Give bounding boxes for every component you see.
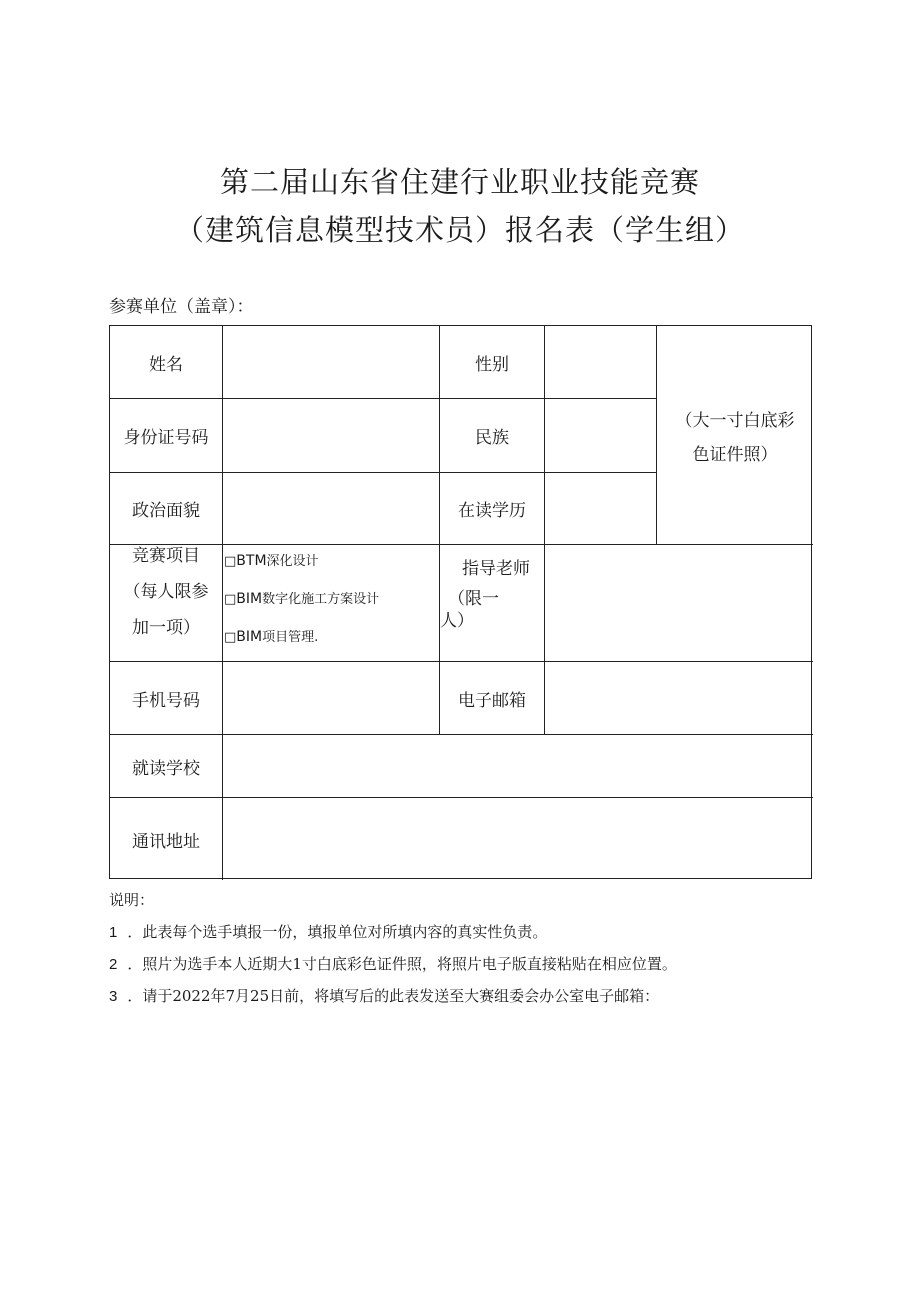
address-field[interactable] <box>223 798 813 880</box>
note-item: 2 ．照片为选手本人近期大1寸白底彩色证件照，将照片电子版直接粘贴在相应位置。 <box>109 955 677 973</box>
advisor-field[interactable] <box>545 545 813 661</box>
school-label: 就读学校 <box>132 758 200 779</box>
education-label: 在读学历 <box>458 501 526 521</box>
address-label: 通讯地址 <box>132 831 200 852</box>
advisor-label <box>440 554 544 636</box>
project-label-line-3: 加一项） <box>132 618 200 638</box>
advisor-label-line-2: （限一 <box>448 589 499 609</box>
political-status-label: 政治面貌 <box>132 501 200 521</box>
form-title-line-2: （建筑信息模型技术员）报名表（学生组） <box>174 213 745 247</box>
project-label-line-2: （每人限参 <box>123 582 209 602</box>
project-option-btm-deepening[interactable]: □BTM深化设计 <box>224 553 319 569</box>
education-field[interactable] <box>545 473 656 544</box>
id-number-field[interactable] <box>223 399 439 472</box>
political-status-field[interactable] <box>223 473 439 544</box>
photo-hint-line-2: 色证件照） <box>692 445 778 465</box>
school-field[interactable] <box>223 735 813 797</box>
photo-placeholder[interactable] <box>657 326 813 544</box>
email-label: 电子邮箱 <box>458 690 526 711</box>
project-label-line-1: 竞赛项目 <box>132 546 200 566</box>
advisor-label-line-3: 人） <box>440 611 474 631</box>
photo-hint-line-1: （大一寸白底彩 <box>675 411 795 431</box>
id-number-label: 身份证号码 <box>123 428 209 448</box>
gender-field[interactable] <box>545 326 656 398</box>
note-item: 1 ．此表每个选手填报一份，填报单位对所填内容的真实性负责。 <box>109 923 548 941</box>
form-title-line-1: 第二届山东省住建行业职业技能竞赛 <box>219 165 700 199</box>
checkbox-icon[interactable]: □ <box>224 554 237 569</box>
registration-form-table <box>109 325 812 879</box>
advisor-label-line-1: 指导老师 <box>462 559 530 579</box>
phone-field[interactable] <box>223 662 439 734</box>
project-option-bim-management[interactable]: □BIM项目管理. <box>224 629 319 645</box>
phone-label: 手机号码 <box>132 690 200 711</box>
note-item: 3 ．请于2022年7月25日前，将填写后的此表发送至大赛组委会办公室电子邮箱： <box>109 987 660 1005</box>
name-field[interactable] <box>223 326 439 398</box>
ethnicity-field[interactable] <box>545 399 656 472</box>
checkbox-icon[interactable]: □ <box>224 592 237 607</box>
participating-unit-label: 参赛单位（盖章）： <box>109 297 254 317</box>
name-label: 姓名 <box>149 354 183 375</box>
ethnicity-label: 民族 <box>475 428 509 448</box>
gender-label: 性别 <box>475 354 509 375</box>
email-field[interactable] <box>545 662 813 734</box>
checkbox-icon[interactable]: □ <box>224 630 237 645</box>
project-option-bim-construction[interactable]: □BIM数字化施工方案设计 <box>224 591 380 607</box>
competition-project-label <box>110 538 222 646</box>
notes-heading: 说明： <box>109 891 155 909</box>
